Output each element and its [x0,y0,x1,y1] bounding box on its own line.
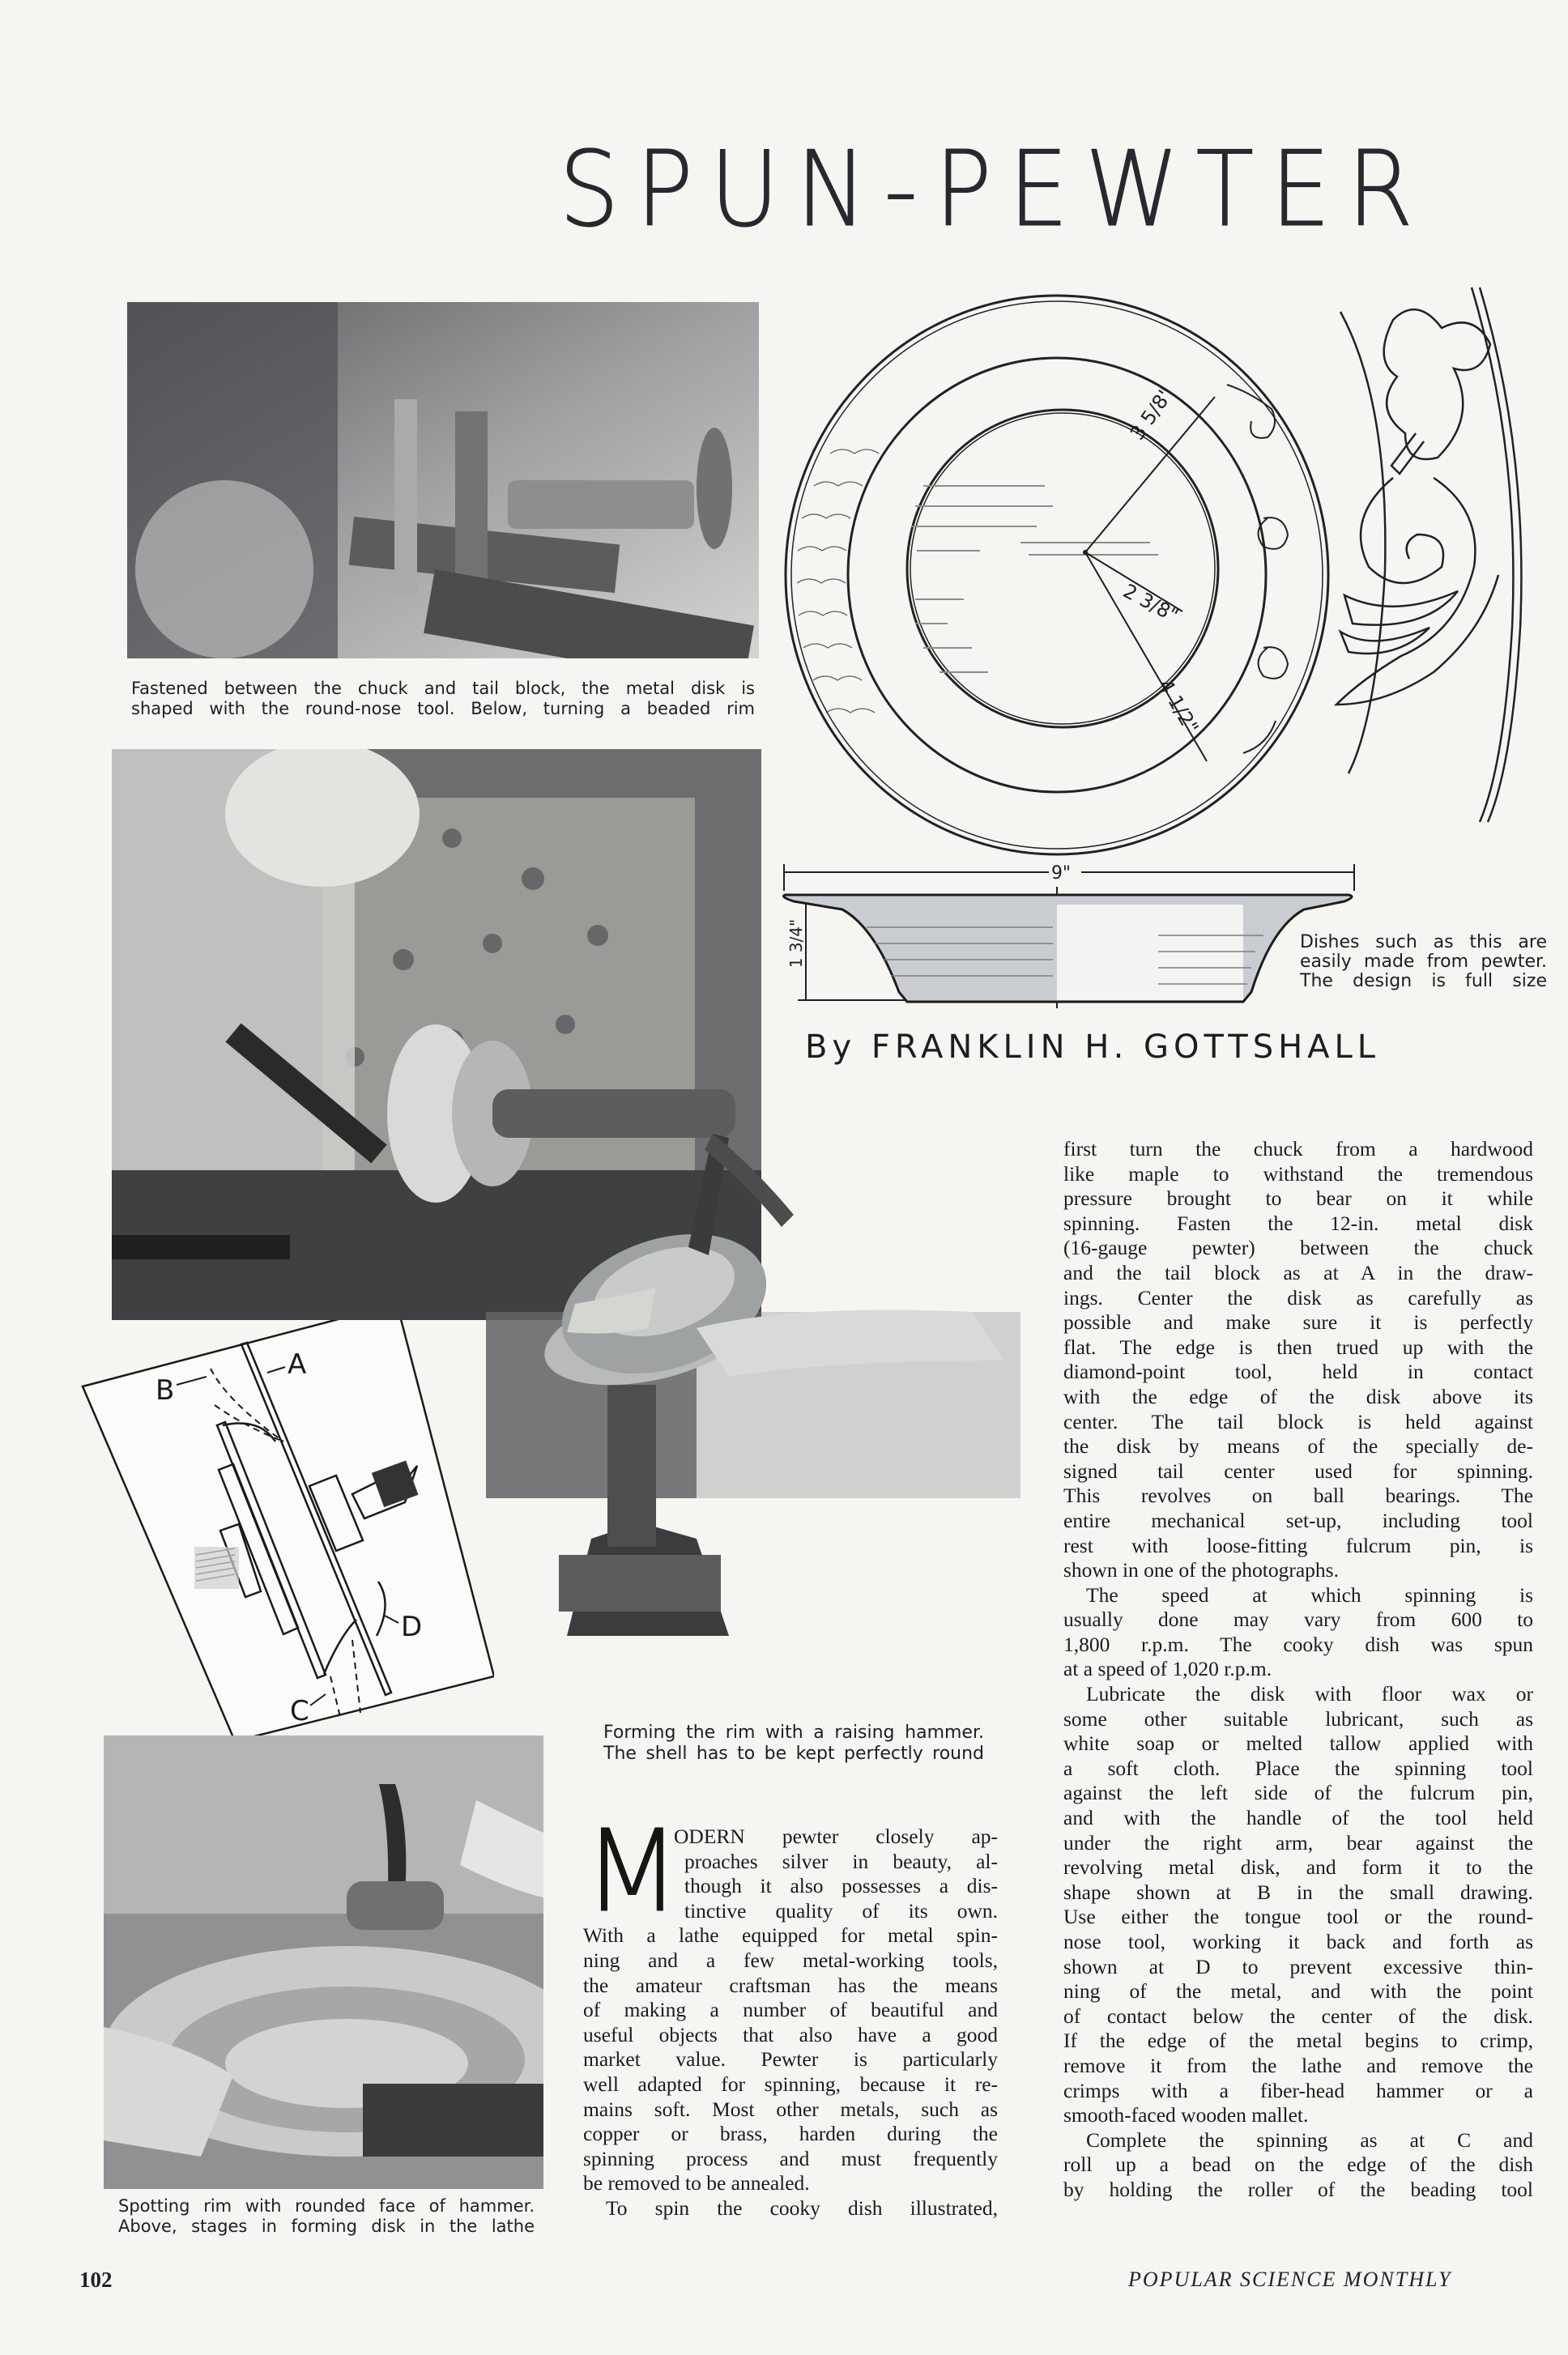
byline: By FRANKLIN H. GOTTSHALL [805,1028,1381,1066]
text-line: by holding the roller of the beading tool [1063,2177,1533,2201]
photo-raising-hammer [486,1118,1020,1636]
caption-spotting [118,2196,535,2237]
text-line: Use either the tongue tool or the round- [1063,1905,1533,1929]
text-line: be removed to be annealed. [583,2171,810,2195]
caption-line: Spotting rim with rounded face of hammer. [118,2196,535,2216]
text-line: ODERN pewter closely ap- [674,1825,998,1848]
text-line: center. The tail block is held against [1063,1409,1533,1433]
text-line: mains soft. Most other metals, such as [583,2097,998,2121]
text-line: at a speed of 1,020 r.p.m. [1063,1657,1272,1681]
text-line: and with the handle of the tool held [1063,1806,1533,1830]
text-line: diamond-point tool, held in contact [1063,1360,1533,1384]
text-line: tinctive quality of its own. [684,1898,998,1923]
caption-line: Forming the rim with a raising hammer. [603,1723,984,1743]
caption-raising-hammer [603,1723,984,1765]
text-line: pressure brought to bear on it while [1063,1186,1533,1211]
dropcap-letter: M [583,1806,681,1938]
text-line: The speed at which spinning is [1086,1582,1533,1607]
text-line: shown at D to prevent excessive thin- [1063,1954,1533,1978]
text-line: revolving metal disk, and form it to the [1063,1855,1533,1880]
text-line: the amateur craftsman has the means [583,1973,998,1997]
text-line: though it also possesses a dis- [684,1874,998,1898]
text-line: nose tool, working it back and forth as [1063,1930,1533,1953]
diagram-label-c: C [290,1695,309,1727]
photo-spotting-rim [104,1735,543,2189]
text-line: useful objects that also have a good [583,2022,998,2046]
diagram-label-b: B [156,1374,175,1407]
text-line: well adapted for spinning, because it re- [583,2072,998,2096]
dim-diameter: 9" [1050,863,1072,884]
running-footer-publication: POPULAR SCIENCE MONTHLY [1128,2268,1452,2291]
text-line: shape shown at B in the small drawing. [1063,1880,1533,1904]
text-line: spinning process and must frequently [583,2146,998,2170]
dim-rim-width: 3 5/8" [1125,382,1178,445]
text-line: shown in one of the photographs. [1063,1558,1339,1582]
text-line: some other suitable lubricant, such as [1063,1706,1533,1731]
text-line: This revolves on ball bearings. The [1063,1484,1533,1508]
caption-line: The shell has to be kept perfectly round [603,1744,984,1764]
caption-line: shaped with the round-nose tool. Below, turning a beaded rim [131,699,755,718]
text-line: 1,800 r.p.m. The cooky dish was spun [1063,1632,1533,1656]
text-line: market value. Pewter is particularly [583,2047,998,2072]
text-line: rest with loose-fitting fulcrum pin, is [1063,1533,1533,1557]
text-line: crimps with a fiber-head hammer or a [1063,2078,1533,2102]
text-line: of contact below the center of the disk. [1063,2004,1533,2028]
text-line: like maple to withstand the tremendous [1063,1161,1533,1186]
caption-dish [1300,933,1547,991]
text-line: white soap or melted tallow applied with [1063,1731,1533,1756]
dim-inner-radius: 2 3/8" [1119,579,1182,628]
text-line: with the edge of the disk above its [1063,1384,1533,1408]
text-line: ning and a few metal-working tools, [583,1948,998,1972]
caption-line: The design is full size [1300,971,1547,991]
diagram-label-a: A [288,1348,307,1381]
caption-line: Fastened between the chuck and tail block, the metal disk is [131,679,755,698]
text-line: ning of the metal, and with the point [1063,1979,1533,2004]
text-line: possible and make sure it is perfectly [1063,1310,1533,1335]
dim-outer-radius: 4 1/2" [1153,675,1204,738]
text-line: of making a number of beautiful and [583,1998,998,2022]
diagram-label-d: D [401,1611,423,1643]
text-line: To spin the cooky dish illustrated, [606,2195,998,2220]
text-line: the disk by means of the specially de- [1063,1434,1533,1459]
body-column-2 [1063,1137,1533,2203]
dish-plan-drawing [778,275,1568,891]
text-line: spinning. Fasten the 12-in. metal disk [1063,1211,1533,1235]
text-line: smooth-faced wooden mallet. [1063,2103,1309,2127]
caption-lathe [131,679,755,719]
text-line: under the right arm, bear against the [1063,1830,1533,1855]
text-line: If the edge of the metal begins to crimp, [1063,2029,1533,2053]
body-column-1 [583,1806,998,2221]
caption-line: Dishes such as this are [1300,932,1547,952]
lathe-spinning-diagram [73,1320,494,1741]
article-title: SPUN-PEWTER [559,130,1430,250]
text-line: ings. Center the disk as carefully as [1063,1285,1533,1310]
dish-elevation-drawing [778,846,1361,1008]
page-number: 102 [79,2268,113,2292]
text-line: With a lathe equipped for metal spin- [583,1923,998,1948]
dropcap-paragraph [583,1806,998,2221]
text-line: and the tail block as at A in the draw- [1063,1260,1533,1284]
text-line: remove it from the lathe and remove the [1063,2053,1533,2077]
text-line: copper or brass, harden during the [583,2122,998,2146]
text-line: (16-gauge pewter) between the chuck [1063,1236,1533,1260]
text-line: entire mechanical set-up, including tool [1063,1508,1533,1532]
caption-line: Above, stages in forming disk in the lathe [118,2217,535,2236]
text-line: first turn the chuck from a hardwood [1063,1137,1533,1160]
text-line: usually done may vary from 600 to [1063,1608,1533,1632]
text-line: Complete the spinning as at C and [1086,2127,1533,2152]
caption-line: easily made from pewter. [1300,952,1547,972]
text-line: proaches silver in beauty, al- [684,1849,998,1873]
dim-depth: 1 3/4" [786,918,806,969]
dish-plan-svg [778,275,1568,891]
photo-lathe-chuck [127,302,759,658]
text-line: signed tail center used for spinning. [1063,1459,1533,1483]
text-line: a soft cloth. Place the spinning tool [1063,1756,1533,1780]
text-line: against the left side of the fulcrum pin, [1063,1781,1533,1805]
text-line: roll up a bead on the edge of the dish [1063,2153,1533,2177]
text-line: flat. The edge is then trued up with the [1063,1335,1533,1359]
text-line: Lubricate the disk with floor wax or [1086,1682,1533,1706]
